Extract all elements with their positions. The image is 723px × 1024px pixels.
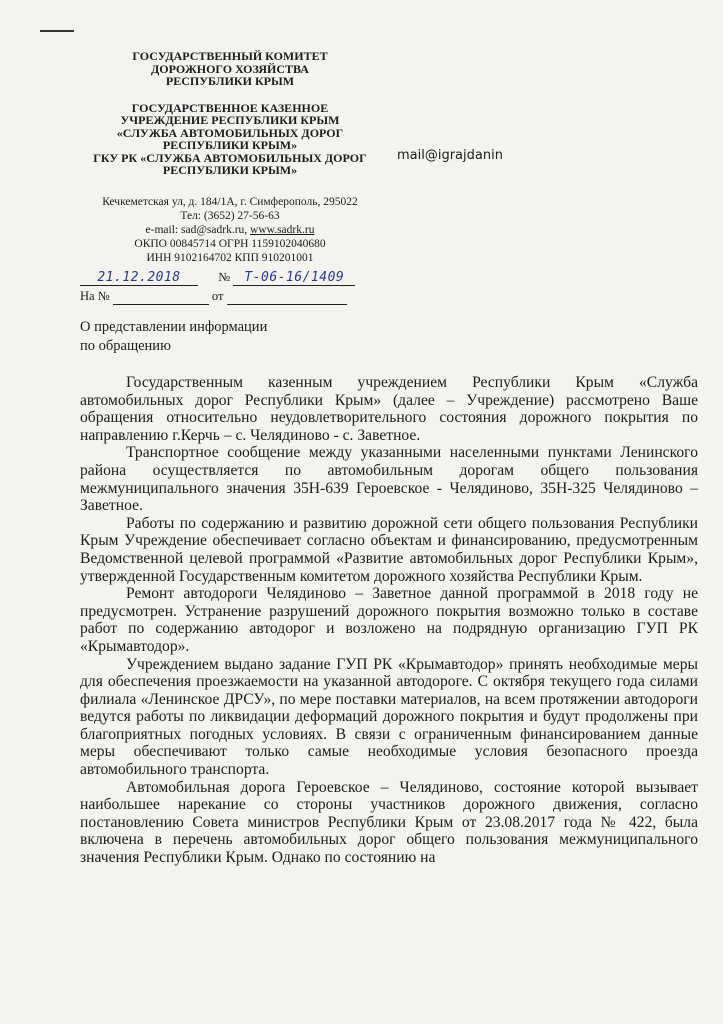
institution-line: РЕСПУБЛИКИ КРЫМ»	[162, 163, 298, 177]
committee-line: ГОСУДАРСТВЕННЫЙ КОМИТЕТ	[132, 49, 328, 63]
committee-line: ДОРОЖНОГО ХОЗЯЙСТВА	[151, 61, 309, 76]
email-text: e-mail: sad@sadrk.ru,	[145, 224, 251, 236]
body-paragraph: Государственным казенным учреждением Республики Крым «Служба автомобильных дорог Республики Крым» (далее – Учреждение) рассмотрено Ваше обращения относительно неудовлетворительного состояния дорожного покрытия по направлению г.Керчь – с. Челядиново - с. Заветное.	[80, 374, 698, 444]
body-paragraph: Учреждением выдано задание ГУП РК «Крымавтодор» принять необходимые меры для обеспечения проезжаемости на указанной автодороге. С октября текущего года силами филиала «Ленинское ДРСУ», по мере поставки материалов, на всем протяжении автодороги ведутся работы по ликвидации деформаций дорожного покрытия и будут продолжены при благоприятных погодных условиях. В связи с ограниченным финансированием данные меры обеспечивают только самые необходимые условия безопасного проезда автомобильного транспорта.	[80, 655, 698, 779]
body-paragraph: Автомобильная дорога Героевское – Челядиново, состояние которой вызывает наибольшее нарекание со стороны участников дорожного движения, согласно постановлению Совета министров Республики Крым от 23.08.2017 года № 422, была включена в перечень автомобильных дорог общего пользования межмуниципального значения Республики Крым. Однако по состоянию на	[80, 778, 698, 867]
subject-line: О представлении информации	[80, 319, 268, 335]
registration-date: 21.12.2018	[80, 270, 198, 286]
recipient-email: mail@igrajdanin	[397, 148, 503, 163]
site-link[interactable]: www.sadrk.ru	[250, 224, 315, 236]
address: Кечкеметская ул, д. 184/1А, г. Симферополь, 295022	[102, 196, 358, 208]
letter-body	[80, 374, 698, 867]
letterhead-contacts	[80, 195, 380, 265]
subject-line: по обращению	[80, 338, 171, 354]
institution-line: РЕСПУБЛИКИ КРЫМ»	[162, 138, 298, 152]
body-paragraph: Ремонт автодороги Челядиново – Заветное данной программой в 2018 году не предусмотрен. Устранение разрушений дорожного покрытия возможно только в составе работ по содержанию автодорог и возложено на подрядную организацию ГУП РК «Крымавтодор».	[80, 585, 698, 655]
subject	[80, 318, 267, 356]
institution-line: ГОСУДАРСТВЕННОЕ КАЗЕННОЕ	[131, 100, 329, 115]
committee-line: РЕСПУБЛИКИ КРЫМ	[165, 74, 295, 88]
institution-line: «СЛУЖБА АВТОМОБИЛЬНЫХ ДОРОГ	[116, 125, 344, 140]
registration-number: Т-06-16/1409	[233, 270, 355, 286]
phone: Тел: (3652) 27-56-63	[180, 210, 280, 222]
institution-line: УЧРЕЖДЕНИЕ РЕСПУБЛИКИ КРЫМ	[120, 113, 340, 127]
reference-line	[80, 289, 347, 305]
registration-line	[80, 270, 355, 286]
number-label: №	[218, 270, 231, 284]
ref-label: На №	[80, 289, 110, 303]
letterhead-organization	[80, 50, 380, 177]
ref-from-label: от	[211, 289, 224, 303]
corner-mark	[40, 30, 74, 32]
email-line	[80, 223, 380, 237]
okpo-ogrn: ОКПО 00845714 ОГРН 1159102040680	[134, 238, 326, 250]
body-paragraph: Транспортное сообщение между указанными населенными пунктами Ленинского района осуществляется по автомобильным дорогам общего пользования межмуниципального значения 35Н-639 Героевское - Челядиново, 35Н-325 Челядиново – Заветное.	[80, 444, 698, 515]
inn-kpp: ИНН 9102164702 КПП 910201001	[146, 252, 314, 264]
body-paragraph: Работы по содержанию и развитию дорожной сети общего пользования Республики Крым Учреждение обеспечивает согласно объектам и финансированию, предусмотренным Ведомственной целевой программой «Развитие автомобильных дорог Республики Крым», утвержденной Государственным комитетом дорожного хозяйства Республики Крым.	[80, 514, 698, 585]
institution-line: ГКУ РК «СЛУЖБА АВТОМОБИЛЬНЫХ ДОРОГ	[93, 150, 367, 165]
